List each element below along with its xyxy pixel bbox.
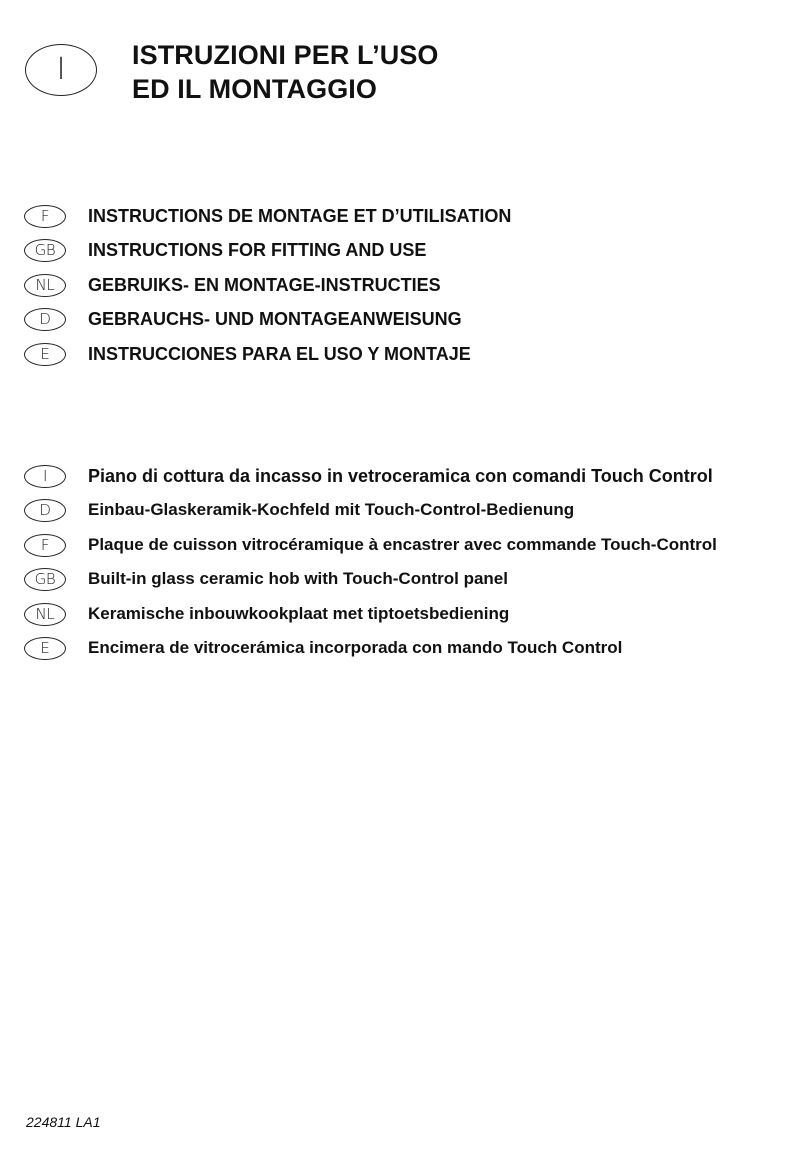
product-description-list [0,464,808,670]
language-badge: E [24,637,66,660]
product-row-i [0,464,808,498]
language-badge: F [24,205,66,228]
instructions-row-gb [0,238,808,272]
main-title-line-1: ISTRUZIONI PER L’USO [132,40,439,70]
instructions-title: INSTRUCCIONES PARA EL USO Y MONTAJE [88,343,471,364]
instructions-language-list [0,204,808,376]
product-description: Built-in glass ceramic hob with Touch-Control panel [88,569,508,589]
language-badge: E [24,343,66,366]
product-description: Piano di cottura da incasso in vetroceramica con comandi Touch Control [88,466,713,486]
product-row-d [0,498,808,532]
instructions-title: GEBRAUCHS- UND MONTAGEANWEISUNG [88,309,462,330]
language-badge: GB [24,239,66,262]
product-description: Encimera de vitrocerámica incorporada con mando Touch Control [88,637,623,657]
product-row-e [0,636,808,670]
language-badge: F [24,534,66,557]
language-badge: I [24,465,66,488]
language-badge-main: I [25,44,97,96]
language-badge: NL [24,274,66,297]
document-code: 224811 LA1 [26,1114,101,1130]
instructions-title: GEBRUIKS- EN MONTAGE-INSTRUCTIES [88,274,441,295]
product-row-nl [0,602,808,636]
main-title-line-2: ED IL MONTAGGIO [132,74,378,104]
product-description: Einbau-Glaskeramik-Kochfeld mit Touch-Control-Bedienung [88,500,575,520]
product-row-gb [0,567,808,601]
product-description: Plaque de cuisson vitrocéramique à encastrer avec commande Touch-Control [88,534,717,554]
instructions-title: INSTRUCTIONS DE MONTAGE ET D’UTILISATION [88,206,512,226]
instructions-title: INSTRUCTIONS FOR FITTING AND USE [88,240,427,261]
instructions-row-e [0,342,808,376]
language-badge: D [24,499,66,522]
language-badge: D [24,308,66,331]
language-badge: NL [24,603,66,626]
instructions-row-f [0,204,808,238]
language-badge: GB [24,568,66,591]
instructions-row-nl [0,273,808,307]
main-title [132,38,439,106]
instructions-row-d [0,307,808,341]
product-row-f [0,533,808,567]
product-description: Keramische inbouwkookplaat met tiptoetsbediening [88,603,510,623]
